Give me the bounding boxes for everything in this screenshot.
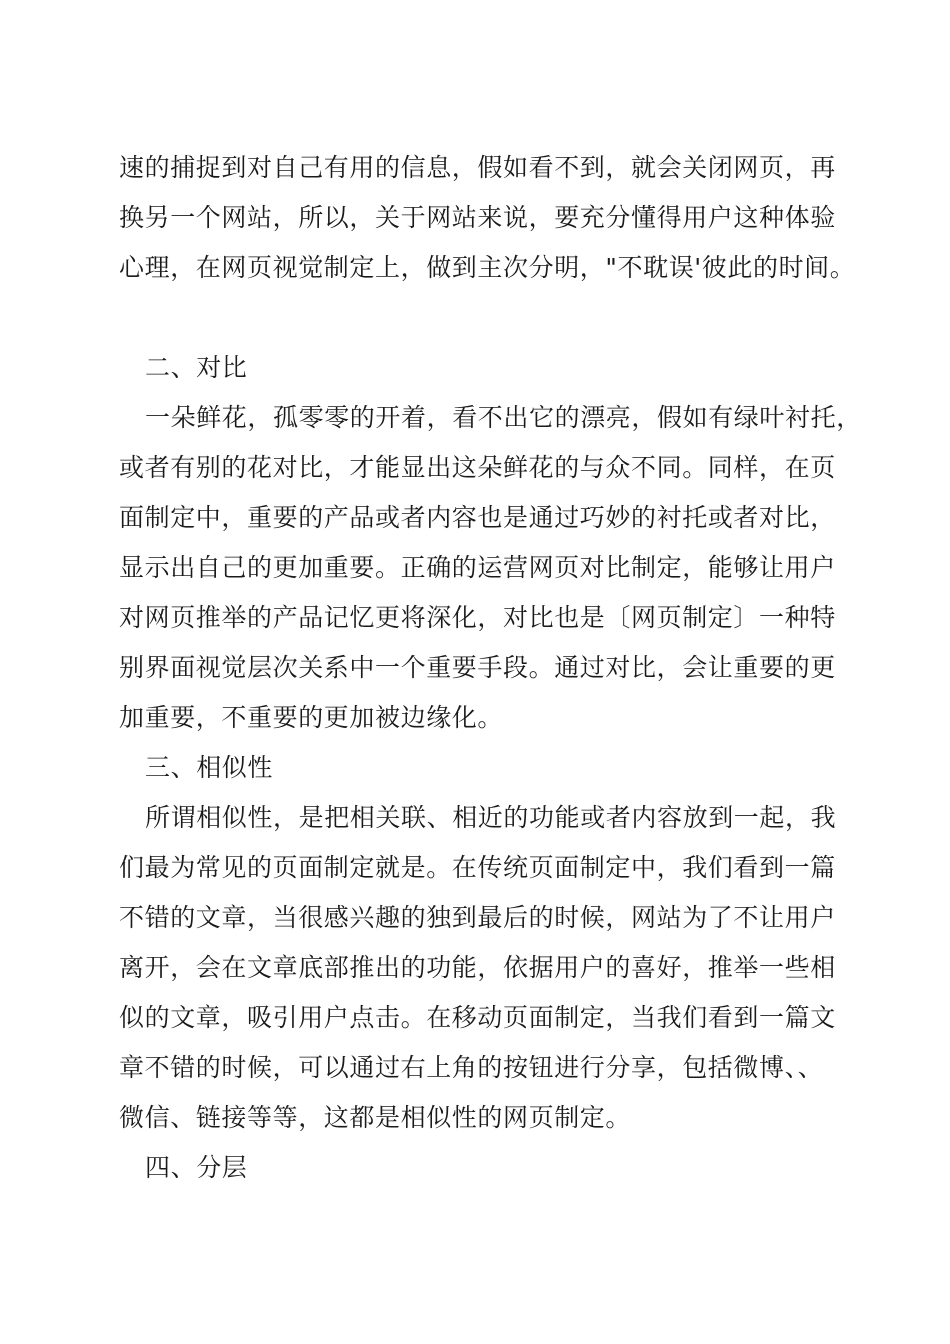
paragraph-line: 加重要，不重要的更加被边缘化。 xyxy=(119,703,504,732)
paragraph-line: 们最为常见的页面制定就是。在传统页面制定中，我们看到一篇 xyxy=(119,853,836,882)
paragraph-line: 所谓相似性，是把相关联、相近的功能或者内容放到一起，我 xyxy=(145,803,837,832)
section-heading: 三、相似性 xyxy=(145,753,274,782)
paragraph-line: 对网页推举的产品记忆更将深化，对比也是〔网页制定〕一种特 xyxy=(119,603,836,632)
paragraph-line: 微信、链接等等，这都是相似性的网页制定。 xyxy=(119,1103,632,1132)
paragraph-line: 换另一个网站，所以，关于网站来说，要充分懂得用户这种体验 xyxy=(119,203,836,232)
paragraph-line: 面制定中，重要的产品或者内容也是通过巧妙的衬托或者对比， xyxy=(119,503,836,532)
paragraph-line: 或者有别的花对比，才能显出这朵鲜花的与众不同。同样，在页 xyxy=(119,453,836,482)
paragraph-line: 别界面视觉层次关系中一个重要手段。通过对比，会让重要的更 xyxy=(119,653,836,682)
paragraph-line: 显示出自己的更加重要。正确的运营网页对比制定，能够让用户 xyxy=(119,553,836,582)
paragraph-line: 似的文章，吸引用户点击。在移动页面制定，当我们看到一篇文 xyxy=(119,1003,836,1032)
paragraph-line: 离开，会在文章底部推出的功能，依据用户的喜好，推举一些相 xyxy=(119,953,836,982)
paragraph-line: 不错的文章，当很感兴趣的独到最后的时候，网站为了不让用户 xyxy=(119,903,836,932)
paragraph-line: 章不错的时候，可以通过右上角的按钮进行分享，包括微博、、 xyxy=(119,1053,824,1082)
paragraph-line: 心理，在网页视觉制定上，做到主次分明，"不耽误'彼此的时间。 xyxy=(119,253,856,282)
paragraph-line: 一朵鲜花，孤零零的开着，看不出它的漂亮，假如有绿叶衬托， xyxy=(145,403,862,432)
paragraph-line: 速的捕捉到对自己有用的信息，假如看不到，就会关闭网页，再 xyxy=(119,153,836,182)
section-heading: 四、分层 xyxy=(145,1153,248,1182)
section-heading: 二、对比 xyxy=(145,353,248,382)
